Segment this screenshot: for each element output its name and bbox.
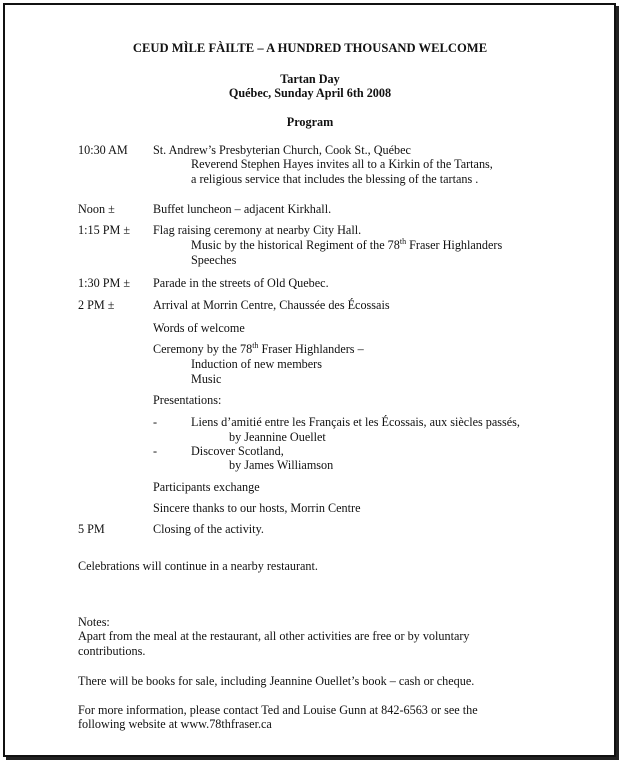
celebrations-note: Celebrations will continue in a nearby restaurant. <box>78 559 318 573</box>
note-books: There will be books for sale, including Jeannine Ouellet’s book – cash or cheque. <box>78 674 475 688</box>
presentation-1-title: Liens d’amitié entre les Français et les Écossais, aux siècles passés, <box>191 415 520 429</box>
presentation-2-title: Discover Scotland, <box>191 444 284 458</box>
notes-heading: Notes: <box>78 615 110 629</box>
time-noon: Noon ± <box>78 202 115 216</box>
document-title: CEUD MÌLE FÀILTE – A HUNDRED THOUSAND WELCOME <box>132 41 488 55</box>
parade-line: Parade in the streets of Old Quebec. <box>153 276 329 290</box>
exchange-line: Participants exchange <box>153 480 260 494</box>
ceremony-line: Ceremony by the 78th Fraser Highlanders – <box>153 341 364 356</box>
arrival-line: Arrival at Morrin Centre, Chaussée des Écossais <box>153 298 390 312</box>
presentation-2-author: by James Williamson <box>229 458 334 472</box>
note-website: following website at www.78thfraser.ca <box>78 717 272 731</box>
event-name: Tartan Day <box>280 72 340 86</box>
speeches-line: Speeches <box>191 253 237 267</box>
time-5pm: 5 PM <box>78 522 105 536</box>
luncheon-line: Buffet luncheon – adjacent Kirkhall. <box>153 202 332 216</box>
program-heading: Program <box>286 115 334 129</box>
church-line: St. Andrew’s Presbyterian Church, Cook St., Québec <box>153 143 411 157</box>
thanks-line: Sincere thanks to our hosts, Morrin Centre <box>153 501 361 515</box>
closing-line: Closing of the activity. <box>153 522 264 536</box>
time-1030: 10:30 AM <box>78 143 128 157</box>
presentation-1-author: by Jeannine Ouellet <box>229 430 326 444</box>
note-contact: For more information, please contact Ted and Louise Gunn at 842-6563 or see the <box>78 703 478 717</box>
time-2pm: 2 PM ± <box>78 298 115 312</box>
bullet-dash: - <box>153 444 158 458</box>
welcome-line: Words of welcome <box>153 321 245 335</box>
time-130: 1:30 PM ± <box>78 276 131 290</box>
note-free-activities-cont: contributions. <box>78 644 146 658</box>
time-115: 1:15 PM ± <box>78 223 131 237</box>
bullet-dash: - <box>153 415 158 429</box>
flag-line: Flag raising ceremony at nearby City Hall. <box>153 223 362 237</box>
induction-line: Induction of new members <box>191 357 322 371</box>
presentations-heading: Presentations: <box>153 393 222 407</box>
event-date: Québec, Sunday April 6th 2008 <box>228 86 392 100</box>
note-free-activities: Apart from the meal at the restaurant, all other activities are free or by voluntary <box>78 629 470 643</box>
music-regiment-line: Music by the historical Regiment of the 78th Fraser Highlanders <box>191 237 503 252</box>
music-line: Music <box>191 372 222 386</box>
blessing-line: a religious service that includes the blessing of the tartans . <box>191 172 479 186</box>
kirkin-line: Reverend Stephen Hayes invites all to a Kirkin of the Tartans, <box>191 157 493 171</box>
